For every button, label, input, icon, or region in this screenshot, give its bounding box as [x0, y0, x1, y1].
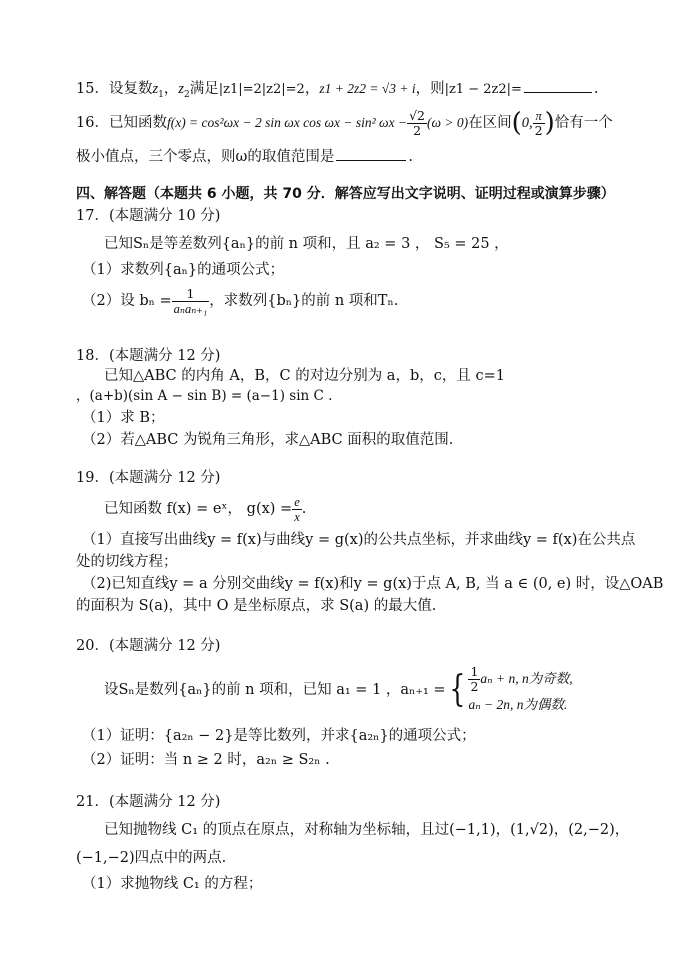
q17-fraction: $\frac{1}{\text{aₙaₙ₊₁}}$: [173, 285, 208, 316]
q17-part2: （2）设 bₙ = $\frac{1}{\text{aₙaₙ₊₁}}$ ，求数列{bₙ}的前 n 项和Tₙ.: [82, 285, 399, 316]
q20-header: 20．(本题满分 12 分): [76, 638, 221, 654]
q19-stem: 已知函数 f(x) = eˣ， g(x) = $\frac{e}{x}$ .: [104, 494, 307, 524]
q21-part1: （1）求抛物线 C₁ 的方程；: [82, 876, 263, 892]
q17-stem: 已知Sₙ是等差数列{aₙ}的前 n 项和，且 a₂ = 3 ， S₅ = 25 ，: [104, 236, 509, 252]
q20-brace: {: [448, 669, 466, 710]
q18-stem-cont: ，(a+b)(sin A − sin B) = (a−1) sin C .: [76, 388, 333, 404]
q18-header: 18．(本题满分 12 分): [76, 348, 221, 364]
q20-cases: $\frac{1}{2}$ aₙ + n, n为奇数, aₙ − 2n, n为偶数.: [468, 663, 573, 712]
q19-part1-cont: 处的切线方程；: [76, 554, 178, 570]
q16-line1: 16．已知函数f(x) = cos²ωx − 2 sin ωx cos ωx − sin² ωx − $\frac{√2}{2}$ (ω > 0)在区间(0, $\frac{\pi}{2}$ )恰有一个: [76, 107, 613, 138]
q15-line: 15．设复数$z_1$，$z_2$满足|z1|=2|z2|=2，z1 + 2z2 = √3 + i，则|z1 − 2z2|= .: [76, 78, 599, 105]
q18-stem: 已知△ABC 的内角 A，B，C 的对边分别为 a，b，c，且 c=1: [104, 368, 505, 384]
q21-stem-cont: (−1,−2)四点中的两点.: [76, 850, 227, 866]
q21-stem: 已知抛物线 C₁ 的顶点在原点，对称轴为坐标轴，且过(−1,1)，(1,√2)，(2,−2)，: [104, 822, 630, 838]
q19-part2: （2)已知直线y = a 分别交曲线y = f(x)和y = g(x)于点 A, B, 当 a ∈ (0, e) 时，设△OAB: [82, 576, 664, 592]
q15-number: 15．: [76, 81, 109, 97]
q19-part2-cont: 的面积为 S(a)，其中 O 是坐标原点，求 S(a) 的最大值.: [76, 598, 437, 614]
q19-part1: （1）直接写出曲线y = f(x)与曲线y = g(x)的公共点坐标，并求曲线y = f(x)在公共点: [82, 532, 636, 548]
q19-fraction: $\frac{e}{x}$: [294, 494, 300, 524]
q16-fraction: $\frac{√2}{2}$: [409, 107, 425, 138]
q16-line2: 极小值点，三个零点，则ω的取值范围是 .: [76, 146, 413, 167]
q18-part2: （2）若△ABC 为锐角三角形，求△ABC 面积的取值范围.: [82, 432, 454, 448]
q16-number: 16．: [76, 115, 109, 131]
q20-stem: 设Sₙ是数列{aₙ}的前 n 项和，已知 a₁ = 1 ，aₙ₊₁ ={ $\frac{1}{2}$ aₙ + n, n为奇数, aₙ − 2n, n为偶数.: [104, 660, 573, 720]
q15-answer-blank[interactable]: [524, 78, 592, 93]
q19-header: 19．(本题满分 12 分): [76, 470, 221, 486]
q18-part1: （1）求 B；: [82, 410, 165, 426]
q17-part1: （1）求数列{aₙ}的通项公式；: [82, 262, 285, 278]
q21-header: 21．(本题满分 12 分): [76, 794, 221, 810]
section-heading: 四、解答题（本题共 6 小题，共 70 分．解答应写出文字说明、证明过程或演算步骤）: [76, 186, 615, 202]
q16-answer-blank[interactable]: [336, 146, 406, 161]
q20-part1: （1）证明：{a₂ₙ − 2}是等比数列，并求{a₂ₙ}的通项公式；: [82, 728, 476, 744]
q17-header: 17．(本题满分 10 分): [76, 208, 221, 224]
q20-part2: （2）证明：当 n ≥ 2 时，a₂ₙ ≥ S₂ₙ .: [82, 752, 330, 768]
